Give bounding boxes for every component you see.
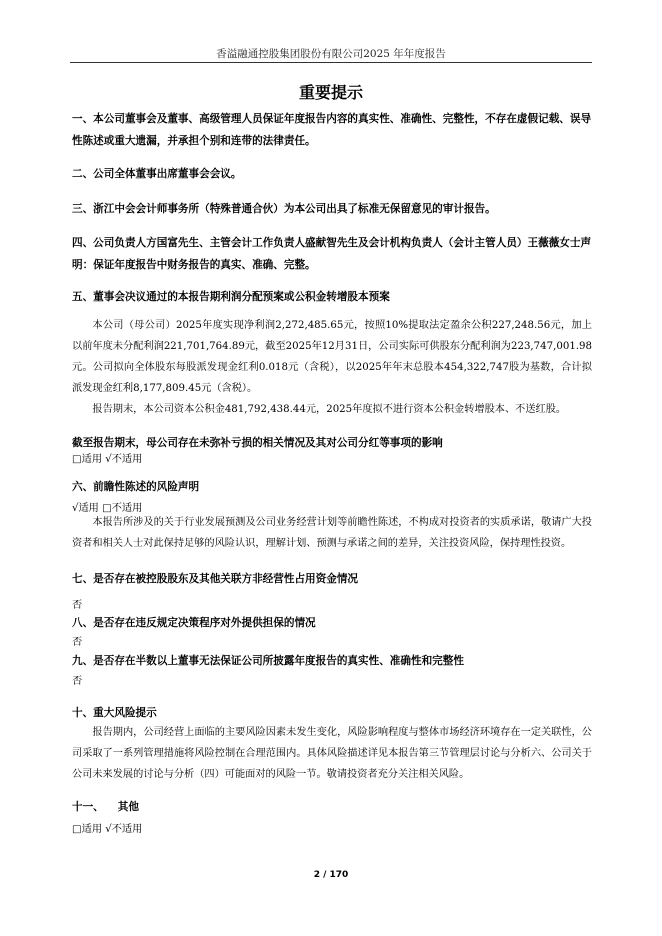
page-title: 重要提示 xyxy=(298,83,363,102)
section-11-number: 十一、 xyxy=(72,801,104,813)
uncovered-loss-heading: 截至报告期末，母公司存在未弥补亏损的相关情况及其对公司分红等事项的影响 xyxy=(72,437,443,449)
profit-distribution-paragraph: 本公司（母公司）2025年度实现净利润2,272,485.65元，按照10%提取法定盈余公积227,248.56元，加上以前年度未分配利润221,701,764.89元，截至2025年12月31日，公司实际可供股东分配利润为223,747,001.98元。公司拟向全体股东每股派发现金红利0.018元（含税），以2025年年末总股本454,322,747股为基数，合计拟派发现金红利8,177,809.45元（含税）。 xyxy=(72,320,592,394)
section-3: 三、浙江中会会计师事务所（特殊普通合伙）为本公司出具了标准无保留意见的审计报告。 xyxy=(72,203,496,215)
section-11-heading xyxy=(72,796,592,818)
section-7-answer: 否 xyxy=(72,600,83,611)
section-11-check: □适用 √不适用 xyxy=(72,824,143,835)
section-7-heading: 七、是否存在被控股股东及其他关联方非经营性占用资金情况 xyxy=(72,573,359,585)
section-8-answer: 否 xyxy=(72,637,83,648)
header-rule xyxy=(70,62,592,63)
forward-looking-check: √适用 □不适用 xyxy=(72,503,143,514)
section-1: 一、本公司董事会及董事、高级管理人员保证年度报告内容的真实性、准确性、完整性，不存在虚假记载、误导性陈述或重大遗漏，并承担个别和连带的法律责任。 xyxy=(72,113,592,147)
section-9-heading: 九、是否存在半数以上董事无法保证公司所披露年度报告的真实性、准确性和完整性 xyxy=(72,655,464,667)
section-11-label: 其他 xyxy=(117,801,139,813)
forward-looking-paragraph: 本报告所涉及的关于行业发展预测及公司业务经营计划等前瞻性陈述，不构成对投资者的实质承诺，敬请广大投资者和相关人士对此保持足够的风险认识，理解计划、预测与承诺之间的差异，关注投资风险，保持理性投资。 xyxy=(72,517,592,549)
section-2: 二、公司全体董事出席董事会会议。 xyxy=(72,168,242,180)
uncovered-loss-check: □适用 √不适用 xyxy=(72,454,143,465)
section-9-answer: 否 xyxy=(72,676,83,687)
section-4: 四、公司负责人方国富先生、主管会计工作负责人盛献智先生及会计机构负责人（会计主管人员）王薇薇女士声明：保证年度报告中财务报告的真实、准确、完整。 xyxy=(72,237,592,271)
section-10-heading: 十、重大风险提示 xyxy=(72,707,157,719)
section-8-heading: 八、是否存在违反规定决策程序对外提供担保的情况 xyxy=(72,617,316,629)
running-header: 香溢融通控股集团股份有限公司2025 年年度报告 xyxy=(216,48,446,60)
capital-reserve-paragraph: 报告期末，本公司资本公积金481,792,438.44元，2025年度拟不进行资本公积金转增股本、不送红股。 xyxy=(92,404,567,415)
section-6-heading: 六、前瞻性陈述的风险声明 xyxy=(72,481,200,493)
page-number: 2 / 170 xyxy=(313,870,349,880)
risk-paragraph: 报告期内，公司经营上面临的主要风险因素未发生变化，风险影响程度与整体市场经济环境存在一定关联性，公司采取了一系列管理措施将风险控制在合理范围内。具体风险描述详见本报告第三节管理层讨论与分析六、公司关于公司未来发展的讨论与分析（四）可能面对的风险一节。敬请投资者充分关注相关风险。 xyxy=(72,727,592,780)
section-5-heading: 五、董事会决议通过的本报告期利润分配预案或公积金转增股本预案 xyxy=(72,291,390,303)
